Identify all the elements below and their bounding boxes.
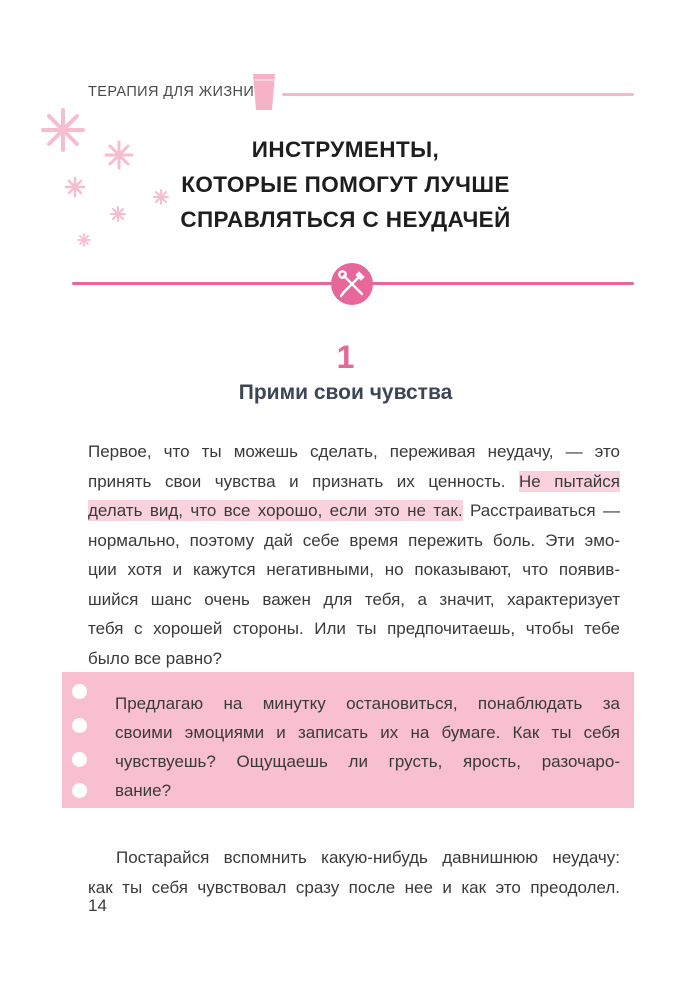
text-line (88, 496, 620, 526)
header-rule (282, 93, 634, 96)
wrench-screwdriver-icon (331, 263, 373, 305)
highlighted-text: делать вид, что все хорошо, если это не так. (88, 501, 463, 520)
glass-icon (251, 72, 277, 112)
notepad-hole-icon (72, 684, 87, 699)
text-line: было все равно? (88, 648, 222, 668)
text-line: тебя с хорошей стороны. Или ты предпочитаешь, чтобы тебе (88, 619, 620, 638)
tools-badge (331, 263, 373, 305)
section-title: Прими свои чувства (238, 381, 453, 404)
text-line: своими эмоциями и записать их на бумаге. Как ты себя (115, 723, 620, 742)
text-line: ции хотя и кажутся негативными, но показывают, что появив- (88, 560, 620, 579)
section-number: 1 (336, 339, 355, 375)
chapter-title-line: ИНСТРУМЕНТЫ, (251, 137, 440, 162)
notepad-hole-icon (72, 752, 87, 767)
exercise-text (115, 689, 620, 805)
text-span: принять свои чувства и признать их ценность. (88, 471, 506, 491)
text-line: чувствуешь? Ощущаешь ли грусть, ярость, разочаро- (115, 752, 620, 771)
text-line (88, 467, 620, 497)
chapter-title (0, 132, 691, 237)
body-paragraph (88, 843, 620, 902)
page-number: 14 (88, 896, 107, 915)
text-line: вание? (115, 781, 172, 800)
body-paragraph (88, 437, 620, 673)
text-line: Постарайся вспомнить какую-нибудь давнишнюю неудачу: (116, 848, 620, 867)
chapter-title-line: СПРАВЛЯТЬСЯ С НЕУДАЧЕЙ (180, 207, 511, 232)
text-line: как ты себя чувствовал сразу после нее и как это преодолел. (88, 877, 620, 897)
running-header: ТЕРАПИЯ ДЛЯ ЖИЗНИ (88, 84, 255, 100)
notepad-holes (72, 684, 88, 804)
text-line: Предлагаю на минутку остановиться, понаблюдать за (115, 694, 620, 713)
text-line: шийся шанс очень важен для тебя, а значит, характеризует (88, 589, 620, 609)
text-line: Первое, что ты можешь сделать, переживая неудачу, — это (88, 442, 620, 461)
chapter-title-line: КОТОРЫЕ ПОМОГУТ ЛУЧШЕ (181, 172, 510, 197)
highlighted-text: Не пытайся (519, 471, 620, 491)
notepad-hole-icon (72, 718, 87, 733)
text-line: нормально, поэтому дай себе время пережить боль. Эти эмо- (88, 530, 620, 550)
text-span: Расстраиваться — (469, 501, 620, 520)
notepad-hole-icon (72, 783, 87, 798)
